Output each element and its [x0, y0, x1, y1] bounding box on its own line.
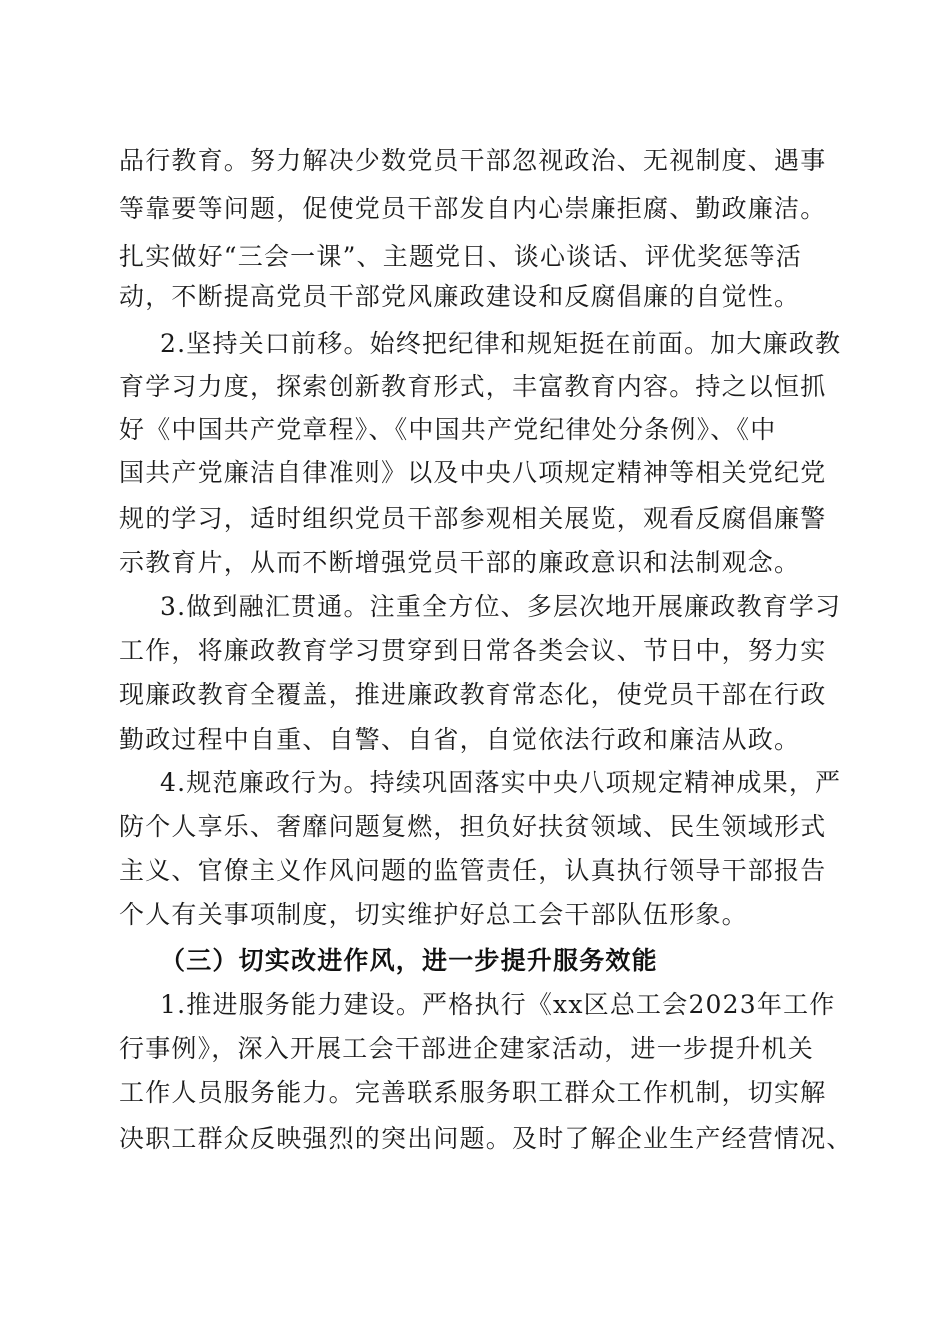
paragraph-line: 品行教育。努力解决少数党员干部忽视政治、无视制度、遇事 [119, 146, 827, 175]
paragraph-line: 主义、官僚主义作风问题的监管责任，认真执行领导干部报告 [119, 856, 827, 885]
paragraph-line: 好《中国共产党章程》、《中国共产党纪律处分条例》、《中 [119, 415, 777, 444]
paragraph-line: 1.推进服务能力建设。严格执行《xx区总工会2023年工作 [160, 990, 836, 1019]
paragraph-line: 育学习力度，探索创新教育形式，丰富教育内容。持之以恒抓 [119, 372, 827, 401]
paragraph-line: 扎实做好“三会一课”、主题党日、谈心谈话、评优奖惩等活 [119, 242, 802, 271]
section-heading: （三）切实改进作风，进一步提升服务效能 [160, 946, 658, 975]
paragraph-line: 勤政过程中自重、自警、自省，自觉依法行政和廉洁从政。 [119, 725, 801, 754]
paragraph-line: 行事例》，深入开展工会干部进企建家活动，进一步提升机关 [119, 1034, 814, 1063]
paragraph-line: 国共产党廉洁自律准则》以及中央八项规定精神等相关党纪党 [119, 458, 827, 487]
paragraph-line: 2.坚持关口前移。始终把纪律和规矩挺在前面。加大廉政教 [160, 329, 842, 358]
paragraph-line: 4.规范廉政行为。持续巩固落实中央八项规定精神成果，严 [160, 768, 842, 797]
paragraph-line: 工作，将廉政教育学习贯穿到日常各类会议、节日中，努力实 [119, 636, 827, 665]
paragraph-line: 规的学习，适时组织党员干部参观相关展览，观看反腐倡廉警 [119, 504, 827, 533]
paragraph-line: 等靠要等问题，促使党员干部发自内心崇廉拒腐、勤政廉洁。 [119, 194, 827, 223]
paragraph-line: 决职工群众反映强烈的突出问题。及时了解企业生产经营情况、 [119, 1124, 853, 1153]
paragraph-line: 个人有关事项制度，切实维护好总工会干部队伍形象。 [119, 900, 748, 929]
paragraph-line: 3.做到融汇贯通。注重全方位、多层次地开展廉政教育学习 [160, 592, 842, 621]
paragraph-line: 现廉政教育全覆盖，推进廉政教育常态化，使党员干部在行政 [119, 680, 827, 709]
paragraph-line: 防个人享乐、奢靡问题复燃，担负好扶贫领域、民生领域形式 [119, 812, 827, 841]
paragraph-line: 工作人员服务能力。完善联系服务职工群众工作机制，切实解 [119, 1078, 827, 1107]
paragraph-line: 动，不断提高党员干部党风廉政建设和反腐倡廉的自觉性。 [119, 282, 801, 311]
paragraph-line: 示教育片，从而不断增强党员干部的廉政意识和法制观念。 [119, 548, 801, 577]
